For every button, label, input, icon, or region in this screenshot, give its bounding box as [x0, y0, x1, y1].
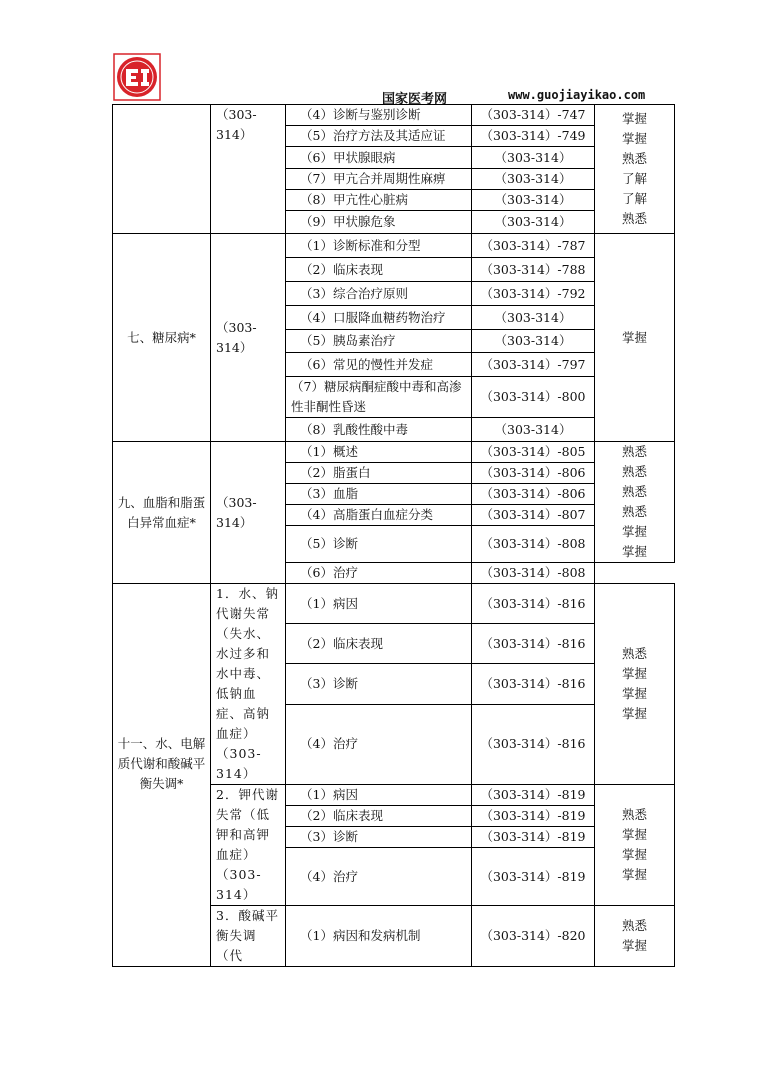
level-text: 掌握 [621, 666, 647, 681]
ref-cell: （303-314） [472, 169, 595, 190]
level-cell [595, 442, 675, 563]
level-cell [595, 105, 675, 234]
ref-cell: （303-314）-819 [472, 827, 595, 848]
level-cell [595, 785, 675, 906]
item-cell: （4）口服降血糖药物治疗 [286, 306, 472, 330]
item-cell: （8）乳酸性酸中毒 [286, 418, 472, 442]
ref-cell: （303-314）-806 [472, 484, 595, 505]
subtopic-cell: （303-314） [211, 234, 286, 442]
item-cell: （5）治疗方法及其适应证 [286, 126, 472, 147]
level-text: 掌握 [621, 938, 647, 953]
table-row [113, 105, 675, 126]
item-cell: （4）治疗 [286, 704, 472, 784]
level-cell: 掌握 [595, 234, 675, 442]
ref-cell: （303-314） [472, 190, 595, 211]
level-cell-empty [595, 563, 675, 584]
topic-cell [113, 105, 211, 234]
ref-cell: （303-314） [472, 211, 595, 234]
item-cell: （7）甲亢合并周期性麻痹 [286, 169, 472, 190]
item-cell: （1）病因 [286, 785, 472, 806]
level-cell [595, 584, 675, 785]
level-text: 熟悉 [621, 646, 647, 661]
subtopic-cell: 3．酸碱平衡失调（代 [211, 906, 286, 967]
item-cell: （8）甲亢性心脏病 [286, 190, 472, 211]
ref-cell: （303-314）-747 [472, 105, 595, 126]
item-cell: （1）概述 [286, 442, 472, 463]
item-cell: （2）临床表现 [286, 806, 472, 827]
ref-cell: （303-314）-807 [472, 505, 595, 526]
subtopic-cell: （303-314） [211, 442, 286, 584]
level-text: 掌握 [621, 847, 647, 862]
level-text: 掌握 [621, 524, 647, 539]
item-cell: （2）临床表现 [286, 624, 472, 664]
ref-cell: （303-314） [472, 330, 595, 353]
ref-cell: （303-314）-805 [472, 442, 595, 463]
level-text: 熟悉 [621, 918, 647, 933]
topic-cell: 九、血脂和脂蛋白异常血症* [113, 442, 211, 584]
ref-cell: （303-314）-788 [472, 258, 595, 282]
ref-cell: （303-314）-749 [472, 126, 595, 147]
item-cell: （3）综合治疗原则 [286, 282, 472, 306]
ref-cell: （303-314）-808 [472, 526, 595, 563]
ref-cell: （303-314）-816 [472, 664, 595, 704]
item-cell: （3）诊断 [286, 827, 472, 848]
ref-cell: （303-314） [472, 147, 595, 169]
item-cell: （2）临床表现 [286, 258, 472, 282]
table-row [113, 234, 675, 258]
item-cell: （4）高脂蛋白血症分类 [286, 505, 472, 526]
item-cell: （1）诊断标准和分型 [286, 234, 472, 258]
ref-cell: （303-314）-819 [472, 785, 595, 806]
ref-cell: （303-314） [472, 306, 595, 330]
level-text: 了解 [621, 171, 647, 186]
ref-cell: （303-314）-808 [472, 563, 595, 584]
ref-cell: （303-314） [472, 418, 595, 442]
item-cell: （1）病因和发病机制 [286, 906, 472, 967]
ref-cell: （303-314）-800 [472, 377, 595, 418]
level-text: 掌握 [621, 827, 647, 842]
item-cell: （2）脂蛋白 [286, 463, 472, 484]
ref-cell: （303-314）-816 [472, 624, 595, 664]
site-name: 国家医考网 [382, 92, 448, 107]
level-text: 熟悉 [621, 807, 647, 822]
level-text: 掌握 [621, 867, 647, 882]
item-cell: （5）诊断 [286, 526, 472, 563]
item-cell: （4）治疗 [286, 848, 472, 906]
item-cell: （9）甲状腺危象 [286, 211, 472, 234]
level-text: 熟悉 [621, 464, 647, 479]
ref-cell: （303-314）-819 [472, 848, 595, 906]
item-cell: （4）诊断与鉴别诊断 [286, 105, 472, 126]
item-cell: （6）治疗 [286, 563, 472, 584]
level-text: 掌握 [621, 111, 647, 126]
site-url[interactable]: www.guojiayikao.com [508, 88, 646, 102]
item-cell: （6）常见的慢性并发症 [286, 353, 472, 377]
level-text: 熟悉 [621, 484, 647, 499]
level-text: 掌握 [621, 544, 647, 559]
logo [112, 52, 162, 102]
level-text: 熟悉 [621, 211, 647, 226]
topic-cell: 七、糖尿病* [113, 234, 211, 442]
level-cell [595, 906, 675, 967]
ref-cell: （303-314）-816 [472, 584, 595, 624]
ref-cell: （303-314）-819 [472, 806, 595, 827]
item-cell: （7）糖尿病酮症酸中毒和高渗性非酮性昏迷 [286, 377, 472, 418]
topic-cell: 十一、水、电解质代谢和酸碱平衡失调* [113, 584, 211, 967]
subtopic-cell: 1．水、钠代谢失常（失水、水过多和水中毒、低钠血症、高钠血症）（303-314） [211, 584, 286, 785]
level-text: 掌握 [621, 686, 647, 701]
level-text: 熟悉 [621, 444, 647, 459]
table-row [113, 442, 675, 463]
table-row [113, 584, 675, 624]
level-text: 掌握 [621, 131, 647, 146]
ref-cell: （303-314）-806 [472, 463, 595, 484]
level-text: 了解 [621, 191, 647, 206]
level-text: 熟悉 [621, 504, 647, 519]
item-cell: （5）胰岛素治疗 [286, 330, 472, 353]
level-text: 掌握 [621, 706, 647, 721]
level-text: 熟悉 [621, 151, 647, 166]
item-cell: （1）病因 [286, 584, 472, 624]
subtopic-cell: 2．钾代谢失常（低钾和高钾血症）（303-314） [211, 785, 286, 906]
subtopic-cell: （303-314） [211, 105, 286, 234]
item-cell: （6）甲状腺眼病 [286, 147, 472, 169]
ref-cell: （303-314）-792 [472, 282, 595, 306]
ref-cell: （303-314）-787 [472, 234, 595, 258]
ref-cell: （303-314）-820 [472, 906, 595, 967]
ref-cell: （303-314）-816 [472, 704, 595, 784]
syllabus-table [112, 104, 675, 967]
item-cell: （3）血脂 [286, 484, 472, 505]
ref-cell: （303-314）-797 [472, 353, 595, 377]
item-cell: （3）诊断 [286, 664, 472, 704]
